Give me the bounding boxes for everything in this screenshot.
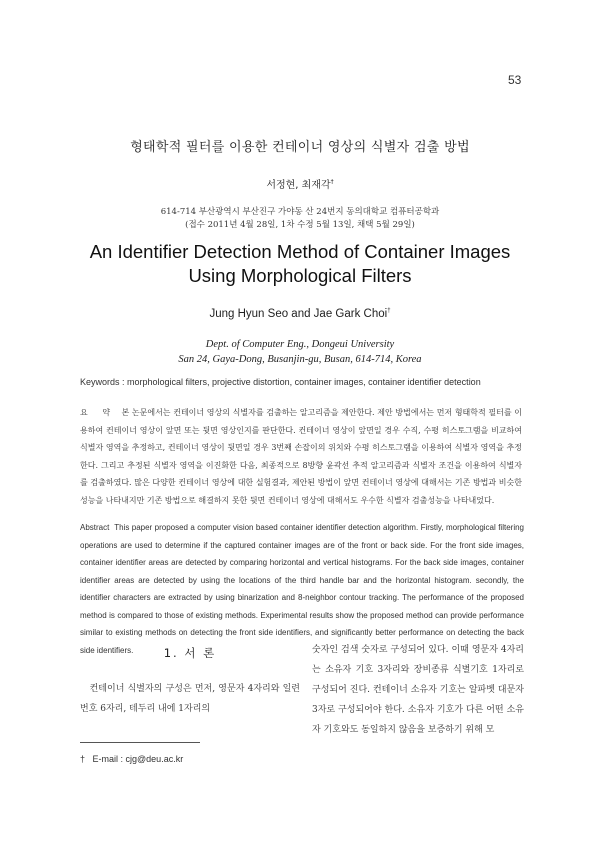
korean-title: 형태학적 필터를 이용한 컨테이너 영상의 식별자 검출 방법 [130, 140, 470, 155]
english-abstract-label: Abstract [80, 523, 110, 532]
korean-abstract [80, 404, 522, 509]
keywords: Keywords : morphological filters, projective distortion, container images, container identifier detection [80, 377, 481, 387]
korean-abstract-label: 요 약 [80, 408, 117, 417]
english-title [0, 240, 600, 288]
footnote-email: E-mail : cjg@deu.ac.kr [92, 754, 184, 764]
english-affiliation-line-2: San 24, Gaya-Dong, Busanjin-gu, Busan, 614-714, Korea [178, 354, 422, 365]
footnote-divider [80, 742, 200, 743]
korean-affiliation: 614-714 부산광역시 부산진구 가야동 산 24번지 동의대학교 컴퓨터공학과 [160, 207, 440, 217]
submission-dates: (접수 2011년 4월 28일, 1차 수정 5월 13일, 채택 5월 29일) [185, 220, 415, 230]
korean-abstract-text: 본 논문에서는 컨테이너 영상의 식별자를 검출하는 알고리즘을 제안한다. 제안 방법에서는 먼저 형태학적 필터를 이용하여 컨테이너 영상이 앞면 또는 뒷면 영상인지를 판단한다. 컨테이너 영상이 앞면일 경우 수직, 수평 히스토그램을 비교하여 식별자 영역을 추정하고, 컨테이너 영상이 뒷면일 경우 3번째 손잡이의 위치와 수평 히스토그램을 이용하여 식별자 영역을 추정한다. 그리고 추정된 식별자 영역을 이진화한 다음, 최종적으로 8방향 윤곽선 추적 알고리즘과 식별자 조건을 이용하여 식별자를 검출하였다. 많은 다양한 컨테이너 영상에 대한 실험결과, 제안된 방법이 앞면 컨테이너 영상에 대해서는 기존 방법과 비슷한 성능을 나타내지만 기존 방법으로 해결하지 못한 뒷면 컨테이너 영상에 대해서도 우수한 식별자 검출성능을 나타내었다. [80, 408, 523, 505]
korean-author-names: 서정현, 최재각 [266, 180, 331, 191]
footnote-mark: † [80, 754, 86, 764]
english-abstract [80, 519, 524, 659]
intro-left-text: 컨테이너 식별자의 구성은 먼저, 영문자 4자리와 일련번호 6자리, 테두리 내에 1자리의 [80, 684, 300, 714]
intro-left-column [80, 679, 300, 719]
english-corresponding-mark: † [387, 308, 391, 315]
english-affiliation-block [0, 337, 600, 367]
section-heading-introduction: 1. 서 론 [163, 646, 217, 660]
korean-authors [0, 176, 600, 191]
korean-affiliation-block [0, 206, 600, 232]
intro-right-column [312, 640, 524, 740]
english-affiliation-line-1: Dept. of Computer Eng., Dongeui University [205, 339, 395, 350]
intro-right-text: 숫자인 검색 숫자로 구성되어 있다. 이때 영문자 4자리는 소유자 기호 3자리와 장비종류 식별기호 1자리로 구성되어 진다. 컨테이너 소유자 기호는 알파벳 대문자 3자로 구성되어야 한다. 소유자 기호가 다른 어떤 소유자 기호와도 동일하지 않음을 보증하기 위해 모 [312, 645, 524, 735]
footnote [80, 754, 183, 764]
english-title-line-1: An Identifier Detection Method of Container Images [89, 241, 511, 262]
english-title-line-2: Using Morphological Filters [188, 265, 412, 286]
english-abstract-text: This paper proposed a computer vision based container identifier detection algorithm. Firstly, morphological filtering operations are used to determine if the captured container images are of the front or back side. For the front side images, container identifier areas are detected by comparing horizontal and vertical histograms. For the back side images, container identifier areas are detected by using the locations of the third handle bar and the horizontal histogram. secondly, the identifier characters are extracted by using binarization and 8-neighbor contour tracking. The performance of the proposed method is compared to those of existing methods. Experimental results show the proposed method can provide performance similar to existing methods on detecting the front side identifiers, and significantly better performance on detecting the back side identifiers. [80, 523, 524, 655]
english-author-names: Jung Hyun Seo and Jae Gark Choi [209, 308, 388, 320]
english-authors [0, 308, 600, 320]
korean-corresponding-mark: † [330, 178, 334, 186]
page-number: 53 [508, 73, 522, 87]
